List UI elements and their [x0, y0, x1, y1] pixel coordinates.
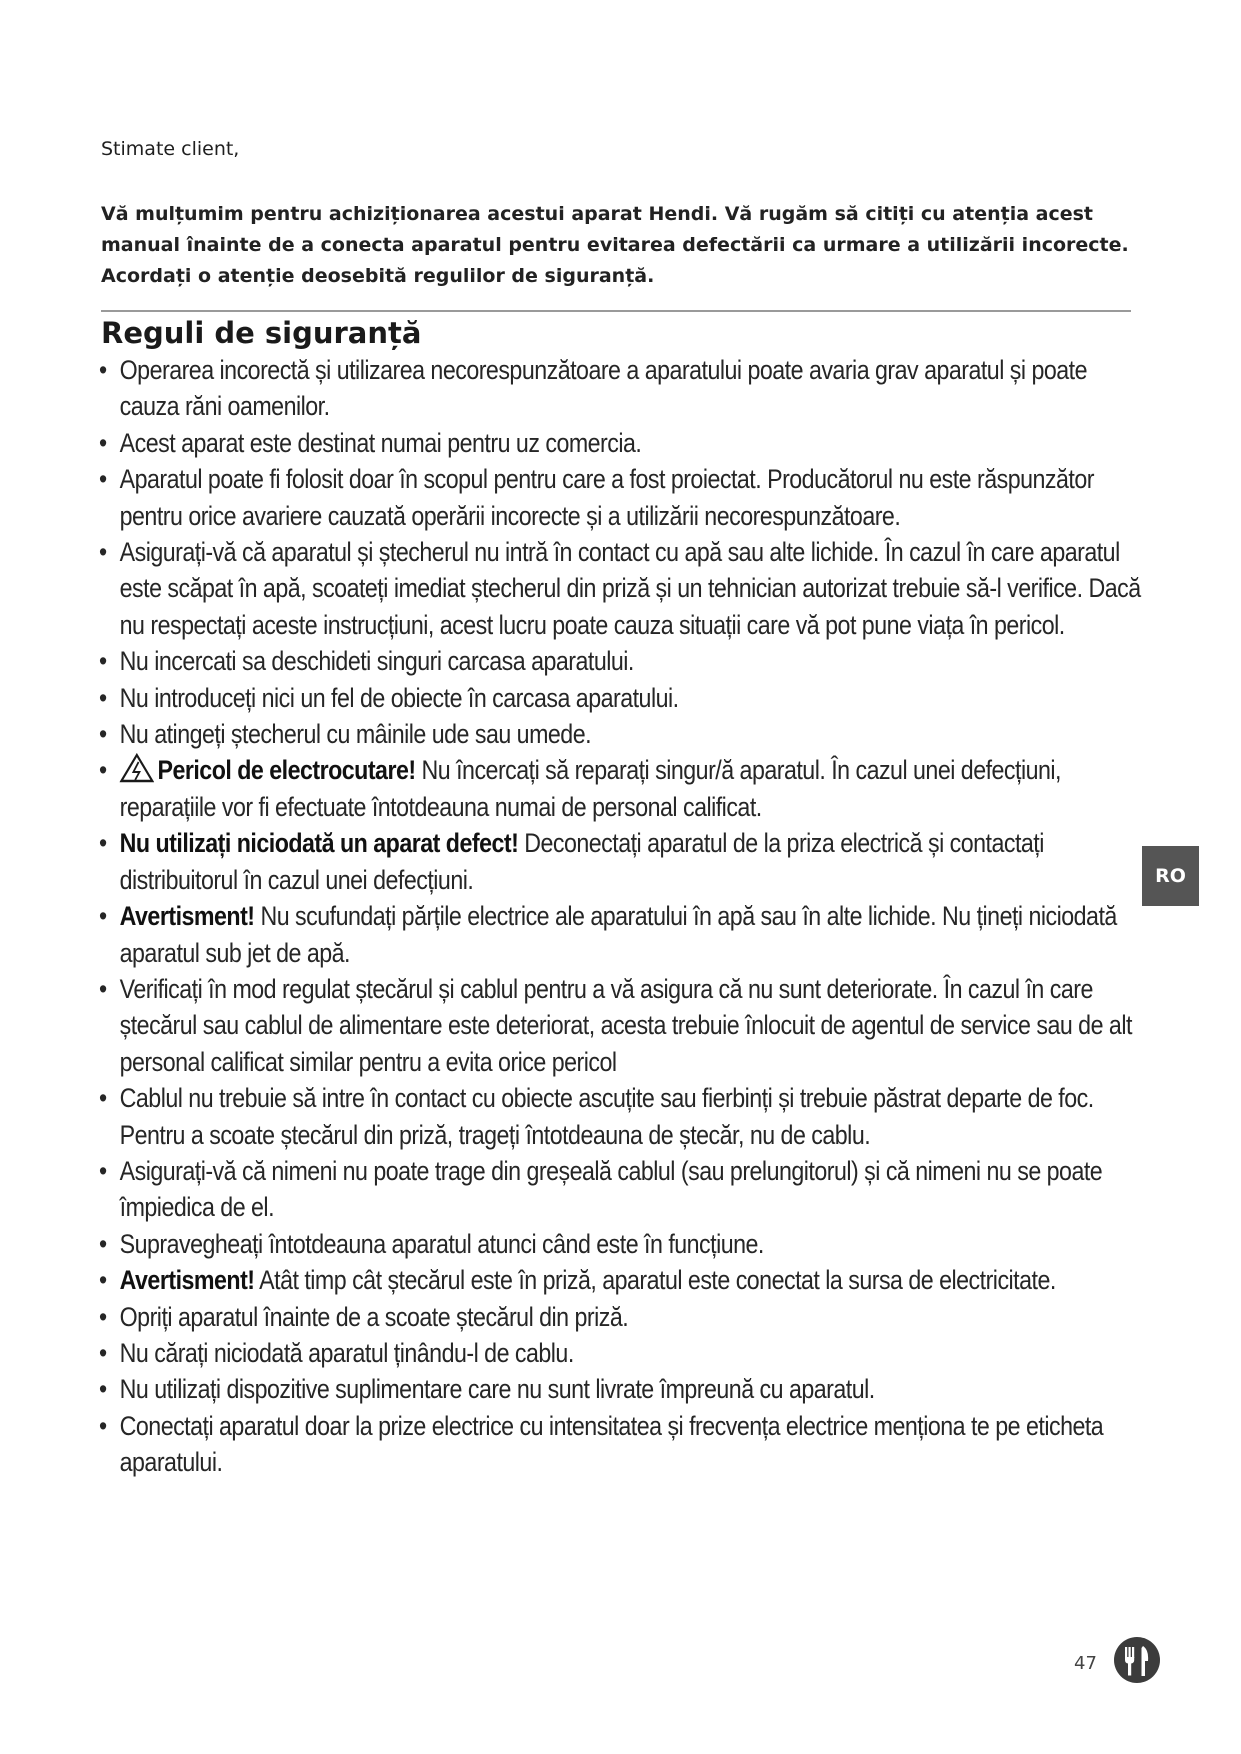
rule-item: • Operarea incorectă și utilizarea necorespunzătoare a aparatului poate avaria grav aparatul și poate cauza răni oamenilor.	[99, 355, 1087, 422]
rule-item: • Asigurați-vă că aparatul și ștecherul nu intră în contact cu apă sau alte lichide. În cazul în care aparatul este scăpat în apă, scoateți imediat ștecherul din priză și un tehnician autorizat trebuie să-l verifice. Dacă nu respectați aceste instrucțiuni, acest lucru poate cauza situații care vă pot pune viața în pericol.	[99, 537, 1141, 640]
rule-item: • Aparatul poate fi folosit doar în scopul pentru care a fost proiectat. Producătorul nu este răspunzător pentru orice avariere cauzată operării incorecte și a utilizării necorespunzătoare.	[99, 464, 1094, 531]
section-divider	[101, 310, 1131, 312]
rule-item: • Supravegheați întotdeauna aparatul atunci când este în funcțiune.	[99, 1228, 764, 1259]
rule-item: • Cablul nu trebuie să intre în contact cu obiecte ascuțite sau fierbinți și trebuie păstrat departe de foc. Pentru a scoate ștecărul din priză, trageți întotdeauna de ștecăr, nu de cablu.	[99, 1083, 1094, 1150]
cutlery-logo-icon	[1113, 1636, 1161, 1684]
rule-item: • Pericol de electrocutare! Nu încercați să reparați singur/ă aparatul. În cazul unei defecțiuni, reparațiile vor fi efectuate întotdeauna numai de personal calificat.	[99, 755, 1061, 822]
electric-warning-icon	[120, 753, 154, 783]
rule-item: • Nu incercati sa deschideti singuri carcasa aparatului.	[99, 646, 634, 677]
rule-item: • Asigurați-vă că nimeni nu poate trage din greșeală cablul (sau prelungitorul) și că nimeni nu se poate împiedica de el.	[99, 1155, 1103, 1223]
rule-item: • Nu atingeți ștecherul cu mâinile ude sau umede.	[99, 719, 592, 750]
page-number: 47	[1074, 1653, 1097, 1674]
rule-item: • Nu cărați niciodată aparatul ținându-l de cablu.	[99, 1337, 574, 1368]
rule-item: • Verificați în mod regulat ștecărul și cablul pentru a vă asigura că nu sunt deteriorate. În cazul în care ștecărul sau cablul de alimentare este deteriorat, acesta trebuie înlocuit de agentul de service sau de alt personal calificat similar pentru a evita orice pericol	[99, 973, 1132, 1077]
language-tab: RO	[1142, 846, 1199, 906]
greeting: Stimate client,	[101, 138, 240, 160]
rule-item: • Nu utilizați niciodată un aparat defect! Deconectați aparatul de la priza electrică și contactați distribuitorul în cazul unei defecțiuni.	[99, 828, 1044, 895]
rule-item: • Avertisment! Atât timp cât ștecărul este în priză, aparatul este conectat la sursa de electricitate.	[99, 1265, 1056, 1296]
rule-item: • Acest aparat este destinat numai pentru uz comercia.	[99, 427, 642, 458]
rule-item: • Nu utilizați dispozitive suplimentare care nu sunt livrate împreună cu aparatul.	[99, 1374, 875, 1405]
rule-item: • Nu introduceți nici un fel de obiecte în carcasa aparatului.	[99, 682, 679, 713]
rule-item: • Avertisment! Nu scufundați părțile electrice ale aparatului în apă sau în alte lichide. Nu țineți niciodată aparatul sub jet de apă.	[99, 901, 1117, 968]
safety-rules-list	[99, 352, 1148, 1481]
rule-item: • Conectați aparatul doar la prize electrice cu intensitatea și frecvența electrice menționa te pe eticheta aparatului.	[99, 1410, 1104, 1478]
intro-paragraph: Vă mulțumim pentru achiziționarea acestui aparat Hendi. Vă rugăm să citiți cu atenția acest manual înainte de a conecta aparatul pentru evitarea defectării ca urmare a utilizării incorecte. Acordați o atenție deosebită regulilor de siguranță.	[101, 203, 1129, 287]
rule-item: • Opriți aparatul înainte de a scoate ștecărul din priză.	[99, 1301, 629, 1332]
section-title: Reguli de siguranță	[101, 316, 422, 350]
